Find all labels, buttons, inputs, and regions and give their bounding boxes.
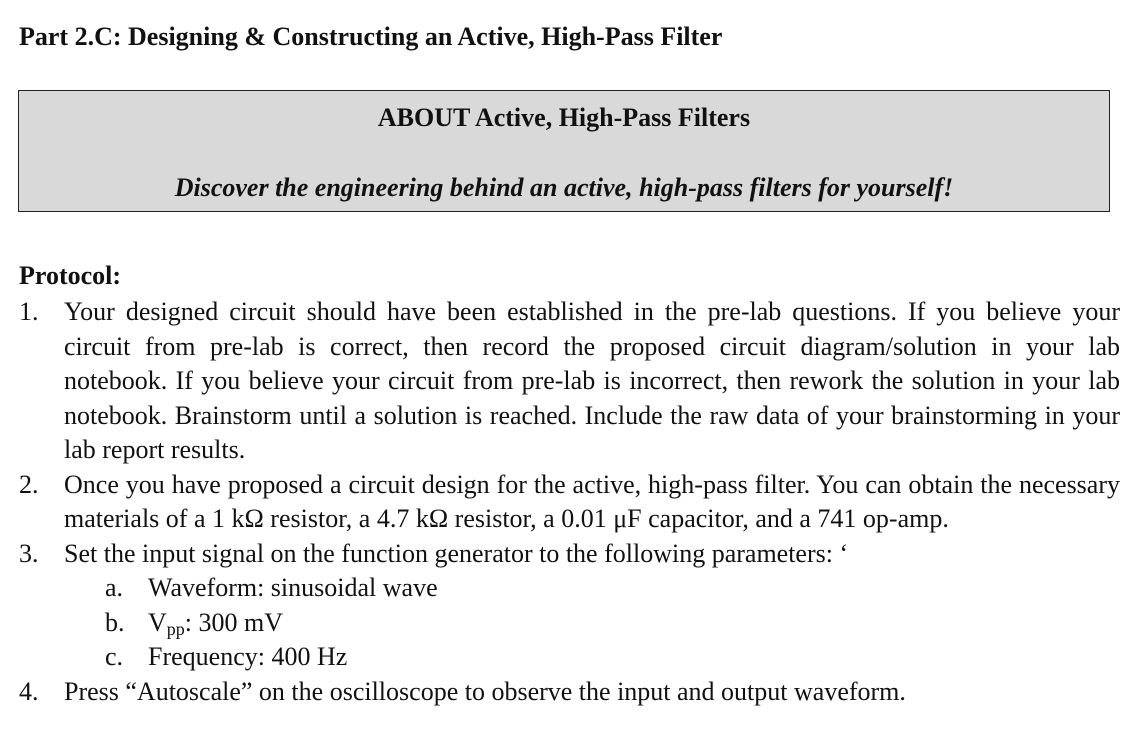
about-heading: ABOUT Active, High-Pass Filters — [377, 103, 751, 132]
step-number: 4. — [19, 676, 39, 706]
step-number: 3. — [19, 538, 39, 568]
protocol-step-2 — [19, 468, 1120, 537]
part-title: Part 2.C: Designing & Constructing an Active, High-Pass Filter — [19, 22, 723, 51]
about-callout-box — [18, 90, 1110, 212]
step-number: 1. — [19, 297, 39, 326]
step-text: Once you have proposed a circuit design for the active, high-pass filter. You can obtain the necessary materials of a 1 kΩ resistor, a 4.7 kΩ resistor, a 0.01 μF capacitor, and a 741 op-amp. — [64, 469, 1120, 533]
sub-step-letter: a. — [105, 573, 124, 602]
step-text: Press “Autoscale” on the oscilloscope to observe the input and output waveform. — [64, 676, 906, 706]
step-number: 2. — [19, 469, 39, 499]
protocol-step-3 — [19, 537, 1120, 675]
about-tagline: Discover the engineering behind an active, high-pass filters for yourself! — [174, 173, 954, 202]
vpp-symbol: V — [148, 607, 167, 637]
sub-step-text: Frequency: 400 Hz — [148, 642, 348, 671]
protocol-step-1 — [19, 295, 1120, 468]
sub-step-waveform — [19, 571, 1120, 606]
vpp-subscript: pp — [166, 618, 185, 639]
sub-steps-list — [19, 571, 1120, 675]
sub-step-letter: c. — [105, 642, 124, 671]
sub-step-text: : 300 mV — [184, 607, 284, 637]
protocol-heading: Protocol: — [19, 261, 122, 290]
protocol-step-4 — [19, 675, 1120, 710]
sub-step-text: Waveform: sinusoidal wave — [148, 573, 438, 602]
step-text: Your designed circuit should have been established in the pre-lab questions. If you believe your circuit from pre-lab is correct, then record the proposed circuit diagram/solution in your lab notebook. If you believe your circuit from pre-lab is incorrect, then rework the solution in your lab notebook. Brainstorm until a solution is reached. Include the raw data of your brainstorming in your lab report results. — [64, 297, 1120, 464]
sub-step-letter: b. — [105, 607, 125, 637]
step-text: Set the input signal on the function generator to the following parameters: ‘ — [64, 538, 849, 568]
sub-step-vpp — [19, 606, 1120, 641]
sub-step-frequency — [19, 640, 1120, 675]
protocol-steps-list — [19, 295, 1120, 709]
